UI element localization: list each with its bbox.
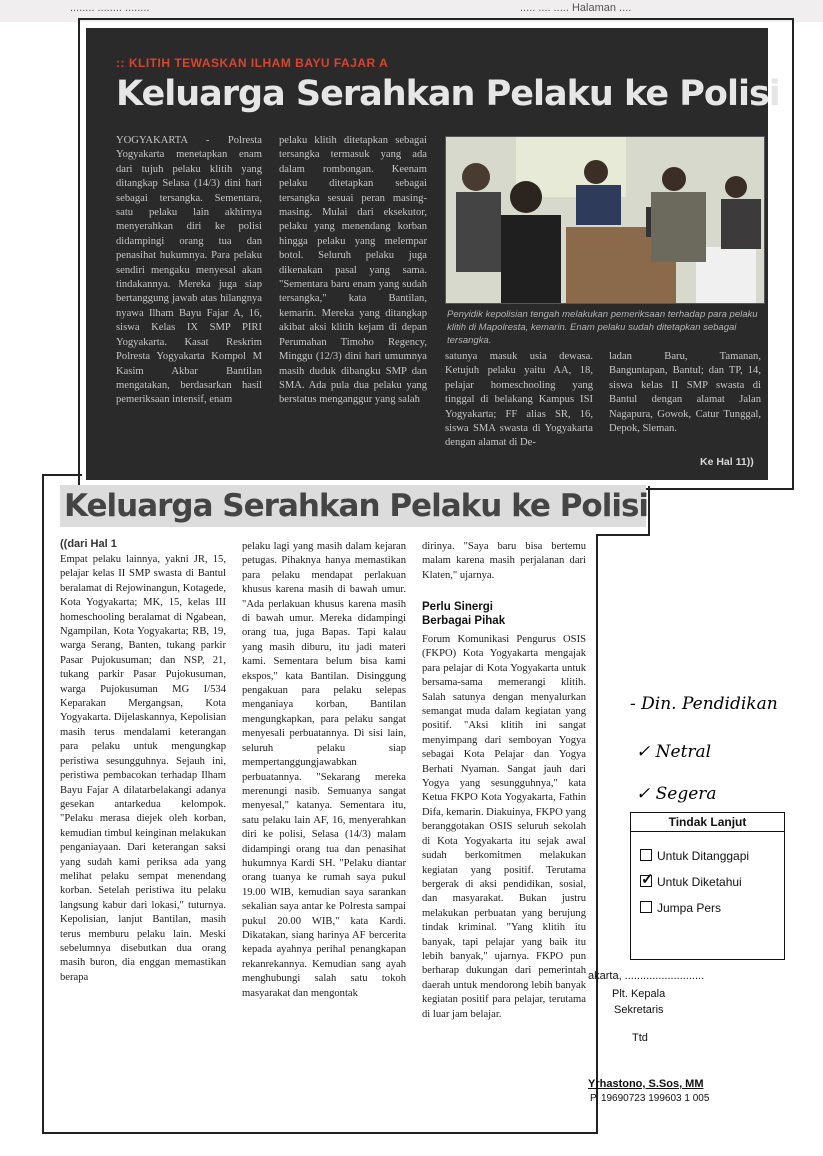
check-mark-icon: ✓	[641, 871, 654, 888]
option-diketahui-label: Untuk Diketahui	[657, 875, 742, 889]
article-headline: Keluarga Serahkan Pelaku ke Polisi	[116, 74, 780, 114]
checkbox-jumpa-pers[interactable]	[640, 901, 652, 913]
clip-frame-step	[648, 486, 650, 536]
photo-caption: Penyidik kepolisian tengah melakukan pemeriksaan terhadap para pelaku klitih di Mapolresta, kemarin. Enam pelaku sudah ditetapkan sebagai tersangka.	[447, 309, 758, 346]
annotation-dinas: - Din. Pendidikan	[630, 694, 778, 714]
signature-place: akarta, ..........................	[588, 970, 705, 982]
photo-illustration	[446, 137, 764, 303]
option-ditanggapi-label: Untuk Ditanggapi	[657, 849, 750, 863]
top-col-1: YOGYAKARTA - Polresta Yogyakarta menetapkan enam dari tujuh pelaku klitih yang ditangkap Selasa (14/3) dini hari sebagai tersangka. Sementara, satu pelaku lain akhirnya menyerahkan diri ke polisi didampingi orang tua dan penasihat hukumnya. Para pelaku sendiri mengaku menyesal akan tindakannya. Mereka juga siap bertanggung jawab atas hilangnya nyawa Ilham Bayu Fajar A, 16, siswa Kelas IX SMP PIRI Yogyakarta. Kasat Reskrim Polresta Yogyakarta Kompol M Kasim Akbar Bantilan mengatakan, berdasarkan hasil pemeriksaan intensif, enam	[116, 135, 262, 406]
signature-role-1: Plt. Kepala	[612, 988, 666, 1000]
cont-col-3b: Forum Komunikasi Pengurus OSIS (FKPO) Kota Yogyakarta mengajak para pelajar di Kota Yogyakarta untuk bersama-sama memerangi klitih. Salah satunya dengan menyalurkan semangat muda dalam kegiatan yang positif. "Aksi klitih ini sangat menyimpang dari semboyan Yogya sebagai Kota Pelajar dan Yogya Berhati Nyaman. Sangat jauh dari Yogya yang sesungguhnya," kata Ketua FKPO Kota Yogyakarta, Fathin Difa, kemarin. Diakuinya, FKPO yang beranggotakan OSIS seluruh sekolah di Kota Yogyakarta itu sejak awal sudah berkomitmen melakukan kegiatan yang positif. Terutama bergerak di aksi pendidikan, sosial, dan masyarakat. Bukan justru melakukan perbuatan yang berujung tindak kriminal. "Yang klitih itu banyak, tapi pelajar yang baik itu lebih banyak," ujarnya. FKPO pun berharap dukungan dari pemerintah daerah untuk mendorong lebih banyak kegiatan positif para pelajar, terutama di luar jam belajar.	[422, 634, 586, 1020]
annotation-netral: ✓ Netral	[636, 742, 712, 762]
signature-nip: P. 19690723 199603 1 005	[590, 1093, 710, 1104]
signature-ttd: Ttd	[632, 1032, 648, 1044]
clip-frame-step2	[596, 534, 650, 536]
article-kicker: :: KLITIH TEWASKAN ILHAM BAYU FAJAR A	[116, 56, 389, 70]
tindak-lanjut-box	[630, 812, 785, 960]
top-col-3: satunya masuk usia dewasa. Ketujuh pelaku yaitu AA, 18, pelajar homeschooling yang tinggal di belakang Kampus ISI Yogyakarta; FF alias SR, 16, siswa SMA swasta di Yogyakarta dengan alamat di De-	[445, 351, 593, 449]
option-jumpa-pers-label: Jumpa Pers	[657, 901, 722, 915]
continuation-headline: Keluarga Serahkan Pelaku ke Polisi	[60, 485, 646, 527]
clip-frame-left	[42, 474, 44, 1134]
top-col-2: pelaku klitih ditetapkan sebagai tersangka termasuk yang ada dalam rombongan. Keenam pelaku ditetapkan sebagai tersangka sesuai peran masing-masing. Mulai dari eksekutor, pelaku yang menendang korban hingga pelaku yang melempar botol. Seluruh pelaku juga dikenakan pasal yang sama. "Sementara baru enam yang sudah tersangka," kata Bantilan, kemarin. Mereka yang ditangkap akibat aksi klitih kejam di depan Perumahan Timoho Regency, Minggu (12/3) dini hari umumnya masih duduk dibangku SMP dan SMA. Ada pula dua pelaku yang berstatus menganggur yang salah	[279, 135, 427, 406]
option-jumpa-pers[interactable]	[640, 901, 721, 915]
header-right: ..... .... ..... Halaman ....	[520, 2, 632, 14]
option-ditanggapi[interactable]	[640, 849, 749, 863]
checkbox-ditanggapi[interactable]	[640, 849, 652, 861]
jump-label: Ke Hal 11))	[700, 456, 754, 468]
cont-col-2: pelaku lagi yang masih dalam kejaran petugas. Pihaknya hanya memastikan para pelaku mendapat perlakuan khusus karena masih di bawah umur. "Ada perlakuan khusus karena masih di bawah umur. Mereka didampingi orang tua, juga Bapas. Tapi kalau yang masih diburu, itu jadi materi kami. Sementara belum bisa kami ekspos," kata Bantilan. Disinggung pengakuan para pelaku selepas menganiaya korban, Bantilan mengungkapkan, para pelaku sangat menyesali perbuatannya. Di sisi lain, seluruh pelaku siap mempertanggungjawabkan perbuatannya. "Sekarang mereka merenungi nasib. Semuanya sangat menyesal," katanya. Sementara itu, satu pelaku lain AF, 16, menyerahkan diri ke polisi, Selasa (14/3) malam didampingi orang tua dan penasihat hukumnya Kardi SH. "Pelaku diantar orang tuanya ke rumah saya pukul 19.00 WIB, kemudian saya sarankan sekalian saya antar ke Polresta sampai pukul 20.00 WIB," kata Kardi. Dikatakan, siang harinya AF bercerita kepada ayahnya perihal penangkapan rekanrekannya. Kemudian sang ayah menghubungi salah satu tokoh masyarakat dan mengontak	[242, 541, 406, 999]
top-col-4: ladan Baru, Tamanan, Banguntapan, Bantul; dan TP, 14, siswa kelas II SMP swasta di Bantul dengan alamat Jalan Nagapura, Gowok, Catur Tunggal, Depok, Sleman.	[609, 351, 761, 435]
clip-frame-bottom	[42, 1132, 598, 1134]
signature-name: Yrhastono, S.Sos, MM	[588, 1078, 704, 1090]
header-left: ........ ........ ........	[70, 2, 150, 14]
checkbox-diketahui[interactable]	[640, 871, 654, 888]
option-diketahui[interactable]	[640, 871, 742, 889]
clip-frame-top	[42, 474, 82, 476]
from-label: ((dari Hal 1	[60, 538, 117, 550]
clip-frame-right	[596, 534, 598, 1134]
article-photo	[445, 136, 765, 304]
tindak-lanjut-title: Tindak Lanjut	[631, 813, 784, 832]
signature-role-2: Sekretaris	[614, 1004, 664, 1016]
cont-subhead: Perlu Sinergi Berbagai Pihak	[422, 601, 506, 627]
annotation-segera: ✓ Segera	[636, 784, 717, 804]
cont-col-3a: dirinya. "Saya baru bisa bertemu malam karena masih perjalanan dari Klaten," ujarnya.	[422, 541, 586, 581]
cont-col-1: Empat pelaku lainnya, yakni JR, 15, pelajar kelas II SMP swasta di Bantul beralamat di Rejowinangun, Kotagede, Kota Yogyakarta; MK, 15, kelas III homeschooling beralamat di Ngabean, Ngampilan, Kota Yogyakarta; RB, 19, warga Serang, Banten, tukang parkir Pasar Pujokusuman; dan NSP, 21, tukang parkir Pasar Pujokusuman, warga Pujokusuman MG I/534 Keparakan Mergangsan, Kota Yogyakarta. Dijelaskannya, Kepolisian masih terus mendalami keterangan para pelaku untuk mengungkap peristiwa sesungguhnya. Sejauh ini, peristiwa pembacokan terhadap Ilham Bayu Fajar A dilatarbelakangi adanya gesekan antarkedua kelompok. "Pelaku merasa diejek oleh korban, kemudian timbul keinginan melakukan penganiayaan. Dari keterangan saksi yang sudah kami periksa ada yang melihat pelaku sempat menendang korban. Setelah peristiwa itu pelaku langsung kabur dari lokasi," tuturnya. Kepolisian, lanjut Bantilan, masih terus memburu pelaku lain. Meski sebelumnya disebutkan dua orang masih buron, dia enggan memastikan berapa	[60, 554, 226, 983]
